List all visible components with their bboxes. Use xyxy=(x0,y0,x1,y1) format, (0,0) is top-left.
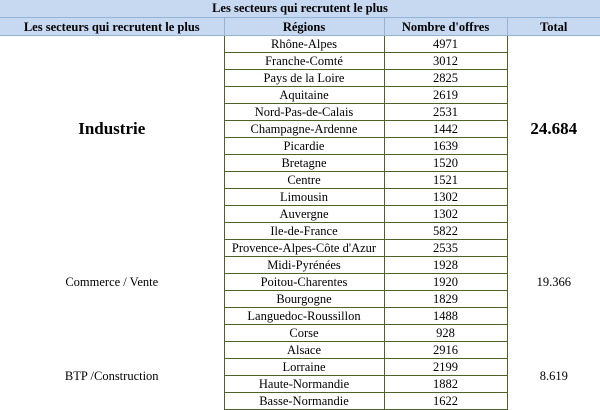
header-offers: Nombre d'offres xyxy=(384,18,507,36)
region-cell: Basse-Normandie xyxy=(224,393,384,410)
table-row xyxy=(0,342,600,359)
region-cell: Languedoc-Roussillon xyxy=(224,308,384,325)
offers-cell: 1882 xyxy=(384,376,507,393)
table-body xyxy=(0,36,600,410)
region-cell: Auvergne xyxy=(224,206,384,223)
offers-cell: 2916 xyxy=(384,342,507,359)
header-row xyxy=(0,18,600,36)
region-cell: Corse xyxy=(224,325,384,342)
region-cell: Picardie xyxy=(224,138,384,155)
sector-cell: BTP /Construction xyxy=(0,342,224,410)
region-cell: Bretagne xyxy=(224,155,384,172)
table-row xyxy=(0,36,600,53)
offers-cell: 1488 xyxy=(384,308,507,325)
sectors-table xyxy=(0,18,600,410)
region-cell: Pays de la Loire xyxy=(224,70,384,87)
region-cell: Ile-de-France xyxy=(224,223,384,240)
region-cell: Haute-Normandie xyxy=(224,376,384,393)
offers-cell: 1520 xyxy=(384,155,507,172)
offers-cell: 2619 xyxy=(384,87,507,104)
region-cell: Lorraine xyxy=(224,359,384,376)
total-cell: 8.619 xyxy=(539,368,568,383)
offers-cell: 928 xyxy=(384,325,507,342)
offers-cell: 1302 xyxy=(384,206,507,223)
region-cell: Midi-Pyrénées xyxy=(224,257,384,274)
offers-cell: 3012 xyxy=(384,53,507,70)
offers-cell: 2825 xyxy=(384,70,507,87)
table-row xyxy=(0,223,600,240)
offers-cell: 1639 xyxy=(384,138,507,155)
total-cell: 19.366 xyxy=(536,275,571,289)
region-cell: Limousin xyxy=(224,189,384,206)
offers-cell: 1920 xyxy=(384,274,507,291)
header-sector: Les secteurs qui recrutent le plus xyxy=(0,18,224,36)
region-cell: Centre xyxy=(224,172,384,189)
region-cell: Franche-Comté xyxy=(224,53,384,70)
region-cell: Aquitaine xyxy=(224,87,384,104)
total-cell: 24.684 xyxy=(530,119,578,139)
sector-cell: Commerce / Vente xyxy=(0,223,224,342)
offers-cell: 2535 xyxy=(384,240,507,257)
region-cell: Nord-Pas-de-Calais xyxy=(224,104,384,121)
offers-cell: 2199 xyxy=(384,359,507,376)
offers-cell: 1829 xyxy=(384,291,507,308)
offers-cell: 5822 xyxy=(384,223,507,240)
offers-cell: 4971 xyxy=(384,36,507,53)
region-cell: Champagne-Ardenne xyxy=(224,121,384,138)
region-cell: Poitou-Charentes xyxy=(224,274,384,291)
offers-cell: 1521 xyxy=(384,172,507,189)
region-cell: Rhône-Alpes xyxy=(224,36,384,53)
offers-cell: 1622 xyxy=(384,393,507,410)
offers-cell: 1928 xyxy=(384,257,507,274)
header-region: Régions xyxy=(224,18,384,36)
region-cell: Provence-Alpes-Côte d'Azur xyxy=(224,240,384,257)
header-total: Total xyxy=(507,18,600,36)
offers-cell: 2531 xyxy=(384,104,507,121)
offers-cell: 1442 xyxy=(384,121,507,138)
sector-cell: Industrie xyxy=(0,36,224,223)
offers-cell: 1302 xyxy=(384,189,507,206)
region-cell: Alsace xyxy=(224,342,384,359)
region-cell: Bourgogne xyxy=(224,291,384,308)
table-caption: Les secteurs qui recrutent le plus xyxy=(0,0,600,18)
